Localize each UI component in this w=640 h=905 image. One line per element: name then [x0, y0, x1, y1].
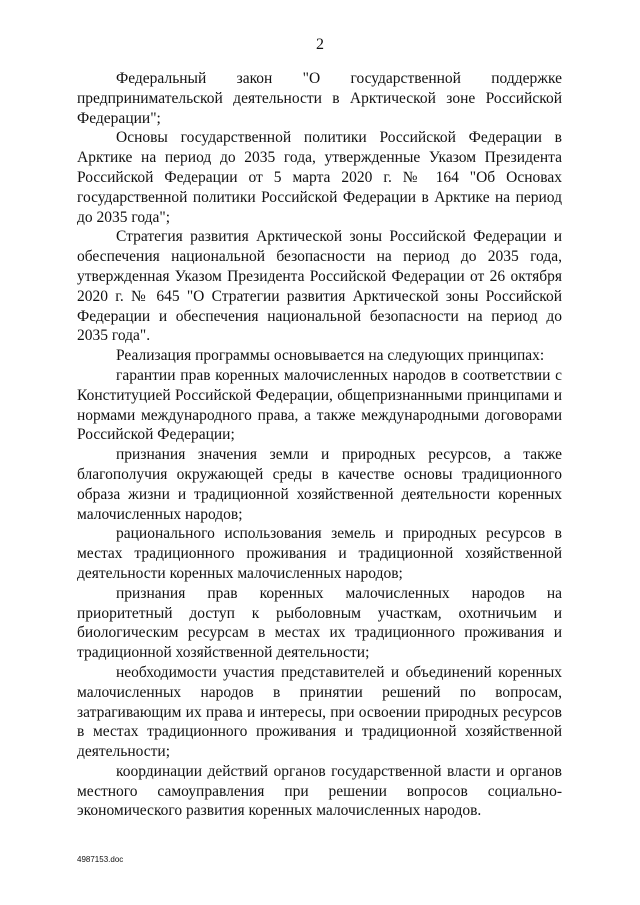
paragraph-principle-priority-access: признания прав коренных малочисленных народов на приоритетный доступ к рыболовным участкам, охотничьим и биологическим ресурсам в местах их традиционного проживания и традиционной хозяйственной деятельности;	[77, 584, 562, 662]
paragraph-federal-law: Федеральный закон "О государственной поддержке предпринимательской деятельности в Арктической зоне Российской Федерации";	[77, 70, 562, 127]
page-number: 2	[316, 36, 324, 53]
paragraph-principle-coordination: координации действий органов государственной власти и органов местного самоуправления при решении вопросов социально-экономического развития коренных малочисленных народов.	[77, 762, 562, 820]
paragraph-arctic-strategy: Стратегия развития Арктической зоны Российской Федерации и обеспечения национальной безопасности на период до 2035 года, утвержденная Указом Президента Российской Федерации от 26 октября 2020 г. № 645 "О Стратегии развития Арктической зоны Российской Федерации и обеспечения национальной безопасности на период до 2035 года".	[77, 228, 562, 345]
paragraph-principle-participation: необходимости участия представителей и объединений коренных малочисленных народов в принятии решений по вопросам, затрагивающим их права и интересы, при освоении природных ресурсов в местах традиционного проживания и традиционной хозяйственной деятельности;	[77, 663, 562, 761]
footer-filename: 4987153.doc	[77, 855, 124, 864]
paragraph-principle-rational-use: рационального использования земель и природных ресурсов в местах традиционного проживания и традиционной хозяйственной деятельности коренных малочисленных народов;	[77, 525, 562, 582]
paragraph-arctic-policy-basics: Основы государственной политики Российской Федерации в Арктике на период до 2035 года, утвержденные Указом Президента Российской Федерации от 5 марта 2020 г. № 164 "Об Основах государственной политики Российской Федерации в Арктике на период до 2035 года";	[77, 129, 562, 226]
paragraph-principle-land-value: признания значения земли и природных ресурсов, а также благополучия окружающей среды в качестве основы традиционного образа жизни и традиционной хозяйственной деятельности коренных малочисленных народов;	[77, 446, 562, 523]
document-body	[77, 69, 562, 821]
paragraph-principle-rights-guarantee: гарантии прав коренных малочисленных народов в соответствии с Конституцией Российской Федерации, общепризнанными принципами и нормами международного права, а также международными договорами Российской Федерации;	[77, 366, 562, 444]
paragraph-principles-intro: Реализация программы основывается на следующих принципах:	[116, 347, 545, 365]
